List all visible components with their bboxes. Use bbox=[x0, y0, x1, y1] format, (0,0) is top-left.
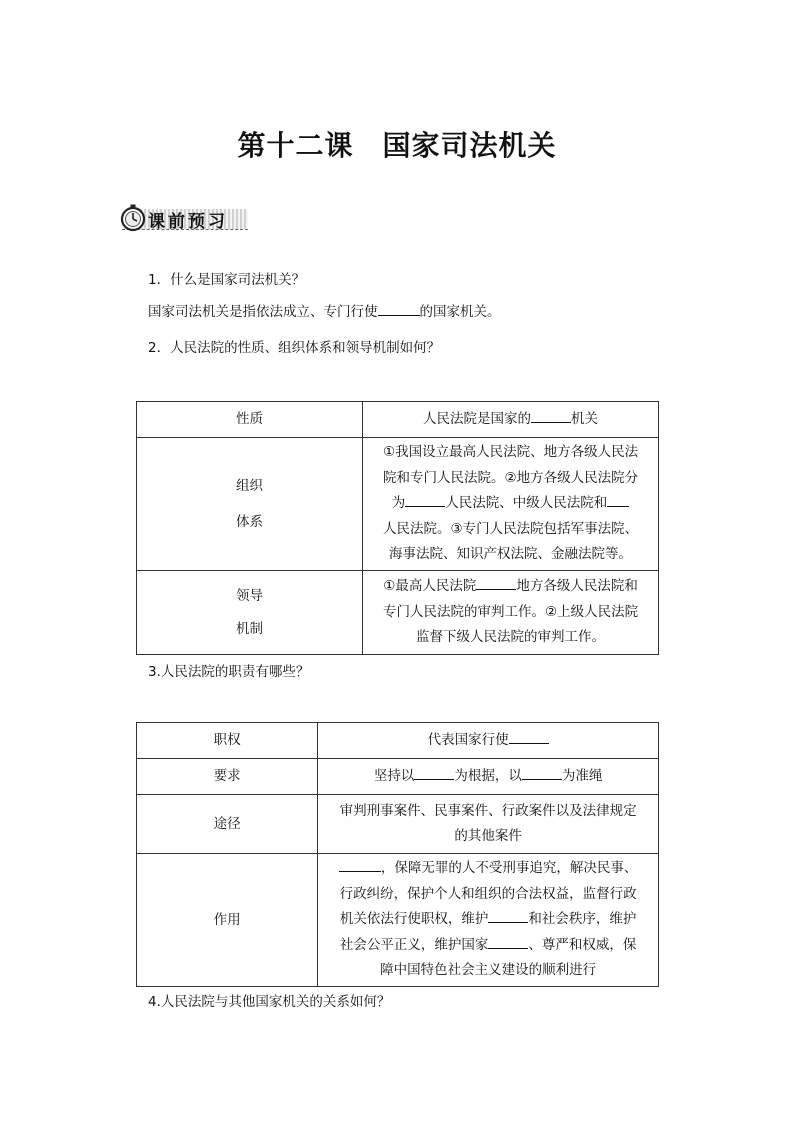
cell-line: 专门人民法院的审判工作。②上级人民法院 bbox=[383, 603, 639, 620]
label-line: 机制 bbox=[236, 620, 264, 637]
blank[interactable] bbox=[522, 766, 562, 781]
cell-text: 为 bbox=[391, 495, 406, 512]
cell-text: 地方各级人民法院和 bbox=[516, 578, 638, 595]
blank[interactable] bbox=[509, 730, 549, 745]
blank[interactable] bbox=[405, 493, 445, 508]
cell-line: 审判刑事案件、民事案件、行政案件以及法律规定 bbox=[339, 802, 637, 819]
cell-text: 机关 bbox=[571, 411, 599, 427]
question-3: 3.人民法院的职责有哪些？ bbox=[148, 664, 310, 680]
cell-text: 为根据，以 bbox=[454, 768, 522, 784]
table-row bbox=[137, 571, 659, 655]
row-label: 职权 bbox=[137, 723, 318, 759]
blank[interactable] bbox=[607, 493, 629, 508]
table-row bbox=[137, 723, 659, 759]
cell-text: 人民法院、中级人民法院和 bbox=[445, 495, 608, 512]
cell-line: 障中国特色社会主义建设的顺利进行 bbox=[380, 962, 597, 979]
cell-line: 院和专门人民法院。②地方各级人民法院分 bbox=[383, 469, 639, 486]
section-header-label: 课前预习 bbox=[148, 212, 228, 232]
cell-line: ①我国设立最高人民法院、地方各级人民法 bbox=[383, 444, 639, 461]
blank[interactable] bbox=[488, 934, 528, 949]
label-line: 组织 bbox=[236, 478, 264, 494]
answer-1-text: 国家司法机关是指依法成立、专门行使 bbox=[148, 304, 378, 320]
blank[interactable] bbox=[414, 766, 454, 781]
court-table bbox=[136, 401, 659, 655]
row-label: 作用 bbox=[137, 854, 318, 987]
table-row bbox=[137, 759, 659, 795]
question-4: 4.人民法院与其他国家机关的关系如何？ bbox=[148, 994, 391, 1010]
row-content bbox=[363, 402, 659, 438]
blank[interactable] bbox=[339, 858, 381, 873]
cell-line bbox=[369, 491, 652, 517]
question-2: 2．人民法院的性质、组织体系和领导机制如何？ bbox=[148, 340, 441, 356]
label-line: 领导 bbox=[236, 587, 264, 604]
cell-line bbox=[324, 856, 652, 882]
cell-text: ①最高人民法院 bbox=[383, 578, 477, 595]
blank[interactable] bbox=[476, 576, 516, 591]
cell-line: 人民法院。③专门人民法院包括军事法院、 bbox=[383, 520, 639, 537]
cell-text: 、尊严和权威，保 bbox=[528, 936, 637, 953]
cell-line bbox=[324, 907, 652, 933]
cell-text: 坚持以 bbox=[373, 768, 415, 784]
blank[interactable] bbox=[378, 302, 420, 317]
table-row bbox=[137, 795, 659, 854]
cell-line: 行政纠纷，保护个人和组织的合法权益，监督行政 bbox=[339, 885, 637, 902]
answer-1-text-end: 的国家机关。 bbox=[419, 304, 501, 320]
stopwatch-icon bbox=[118, 203, 148, 233]
row-content bbox=[363, 438, 659, 571]
question-1: 1．什么是国家司法机关？ bbox=[148, 272, 306, 288]
cell-text: 社会公平正义，维护国家 bbox=[339, 936, 489, 953]
section-header bbox=[118, 203, 250, 233]
label-line: 体系 bbox=[236, 514, 264, 530]
cell-line: 海事法院、知识产权法院、金融法院等。 bbox=[389, 546, 633, 563]
answer-1 bbox=[148, 300, 501, 320]
row-label: 性质 bbox=[137, 402, 363, 438]
row-label: 要求 bbox=[137, 759, 318, 795]
cell-line: 监督下级人民法院的审判工作。 bbox=[416, 629, 606, 646]
blank[interactable] bbox=[488, 909, 528, 924]
row-content bbox=[318, 723, 659, 759]
blank[interactable] bbox=[531, 409, 571, 424]
cell-line bbox=[369, 574, 652, 600]
table-row bbox=[137, 402, 659, 438]
duty-table bbox=[136, 722, 659, 987]
table-row bbox=[137, 854, 659, 987]
cell-line: 的其他案件 bbox=[454, 828, 522, 844]
row-content bbox=[318, 795, 659, 854]
row-content bbox=[318, 759, 659, 795]
cell-text: ，保障无罪的人不受刑事追究，解决民事、 bbox=[380, 860, 638, 877]
cell-text: 人民法院是国家的 bbox=[423, 411, 532, 427]
row-content bbox=[318, 854, 659, 987]
page-title: 第十二课 国家司法机关 bbox=[237, 129, 557, 162]
row-label bbox=[137, 571, 363, 655]
cell-text: 为准绳 bbox=[561, 768, 603, 784]
row-label: 途径 bbox=[137, 795, 318, 854]
cell-line bbox=[324, 933, 652, 959]
row-content bbox=[363, 571, 659, 655]
table-row bbox=[137, 438, 659, 571]
cell-text: 代表国家行使 bbox=[427, 732, 509, 748]
cell-text: 机关依法行使职权，维护 bbox=[339, 911, 489, 928]
cell-text: 和社会秩序，维护 bbox=[528, 911, 637, 928]
row-label bbox=[137, 438, 363, 571]
